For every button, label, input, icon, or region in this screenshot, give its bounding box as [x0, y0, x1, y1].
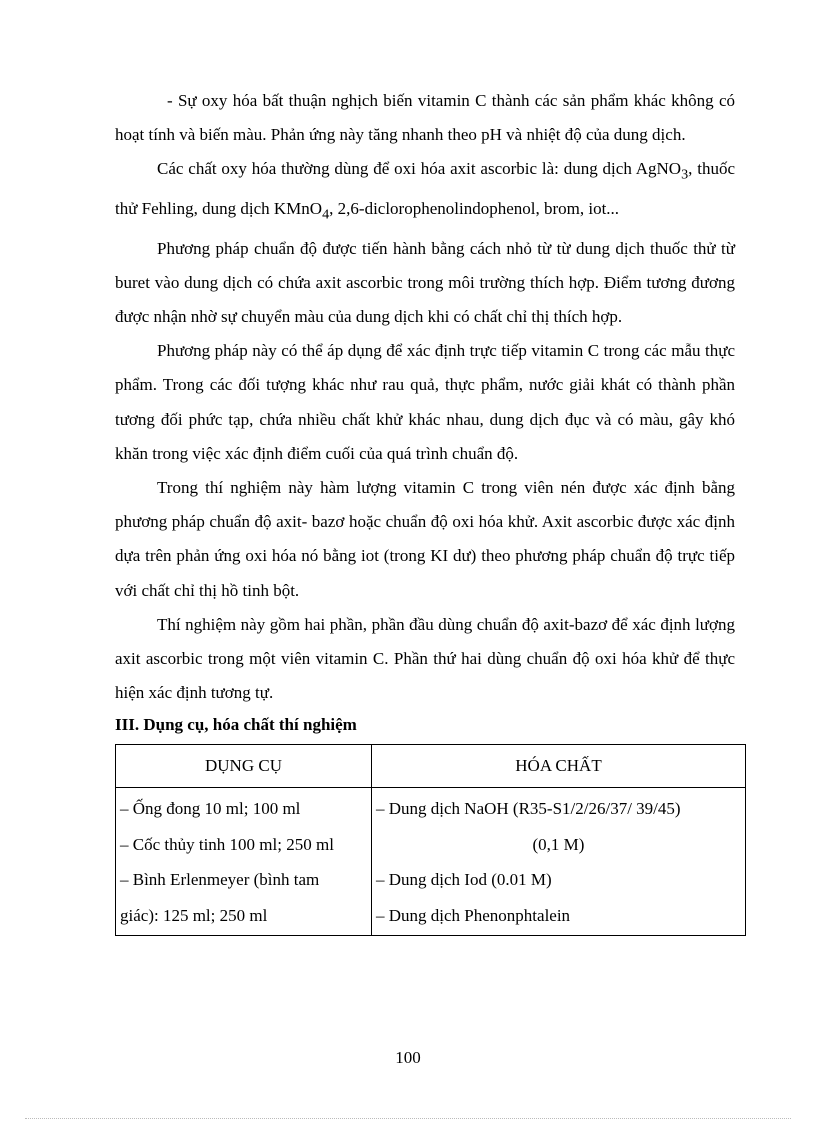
oxidizers-sub-1: 3: [681, 166, 689, 183]
header-equipment: DỤNG CỤ: [116, 745, 372, 788]
equipment-table: [115, 744, 746, 936]
paragraph-parts: Thí nghiệm này gồm hai phần, phần đầu dùng chuẩn độ axit-bazơ để xác định lượng axit ascorbic trong một viên vitamin C. Phần thứ hai dùng chuẩn độ oxi hóa khử để thực hiện xác định tương tự.: [115, 614, 735, 703]
equipment-item: – Ống đong 10 ml; 100 ml: [120, 799, 301, 819]
chemical-item: – Dung dịch NaOH (R35-S1/2/26/37/ 39/45): [376, 799, 681, 819]
equipment-item: – Cốc thủy tinh 100 ml; 250 ml: [120, 834, 334, 854]
table-header-row: [116, 745, 746, 788]
oxidizers-text-3: , 2,6-diclorophenolindophenol, brom, iot...: [329, 199, 620, 218]
oxidizers-text-1: Các chất oxy hóa thường dùng để oxi hóa axit ascorbic là: dung dịch AgNO: [157, 159, 682, 179]
paragraph-oxidizers: [115, 152, 735, 231]
table-row: [116, 788, 746, 936]
equipment-cell: [116, 788, 372, 936]
chemical-item: (0,1 M): [532, 834, 585, 854]
page-bottom-divider: [25, 1118, 791, 1119]
oxidizers-sub-2: 4: [322, 206, 330, 223]
equipment-item: – Bình Erlenmeyer (bình tam: [120, 870, 320, 890]
paragraph-oxidation: - Sự oxy hóa bất thuận nghịch biến vitamin C thành các sản phẩm khác không có hoạt tính và biến màu. Phản ứng này tăng nhanh theo pH và nhiệt độ của dung dịch.: [115, 91, 735, 145]
chemical-item: – Dung dịch Iod (0.01 M): [376, 870, 552, 890]
paragraph-titration-method: Phương pháp chuẩn độ được tiến hành bằng cách nhỏ từ từ dung dịch thuốc thử từ buret vào dung dịch có chứa axit ascorbic trong môi trường thích hợp. Điểm tương đương được nhận nhờ sự chuyển màu của dung dịch khi có chất chỉ thị thích hợp.: [115, 238, 735, 326]
paragraph-application: Phương pháp này có thể áp dụng để xác định trực tiếp vitamin C trong các mẫu thực phẩm. Trong các đối tượng khác như rau quả, thực phẩm, nước giải khát có thành phần tương đối phức tạp, chứa nhiều chất khử khác nhau, dung dịch đục và có màu, gây khó khăn trong việc xác định điểm cuối của quá trình chuẩn độ.: [115, 341, 735, 463]
header-chemicals: HÓA CHẤT: [372, 745, 746, 788]
paragraph-experiment: Trong thí nghiệm này hàm lượng vitamin C trong viên nén được xác định bằng phương pháp chuẩn độ axit- bazơ hoặc chuẩn độ oxi hóa khử. Axit ascorbic được xác định dựa trên phản ứng oxi hóa nó bằng iot (trong KI dư) theo phương pháp chuẩn độ trực tiếp với chất chỉ thị hồ tinh bột.: [115, 478, 735, 600]
chemical-item: – Dung dịch Phenonphtalein: [376, 905, 571, 925]
oxidizers-text-2: , thuốc thử Fehling, dung dịch KMnO: [115, 159, 735, 218]
chemicals-cell: [372, 788, 746, 936]
section-title: III. Dụng cụ, hóa chất thí nghiệm: [115, 715, 357, 735]
document-page: [115, 84, 735, 936]
page-number: 100: [395, 1048, 421, 1067]
equipment-item: giác): 125 ml; 250 ml: [120, 905, 268, 925]
